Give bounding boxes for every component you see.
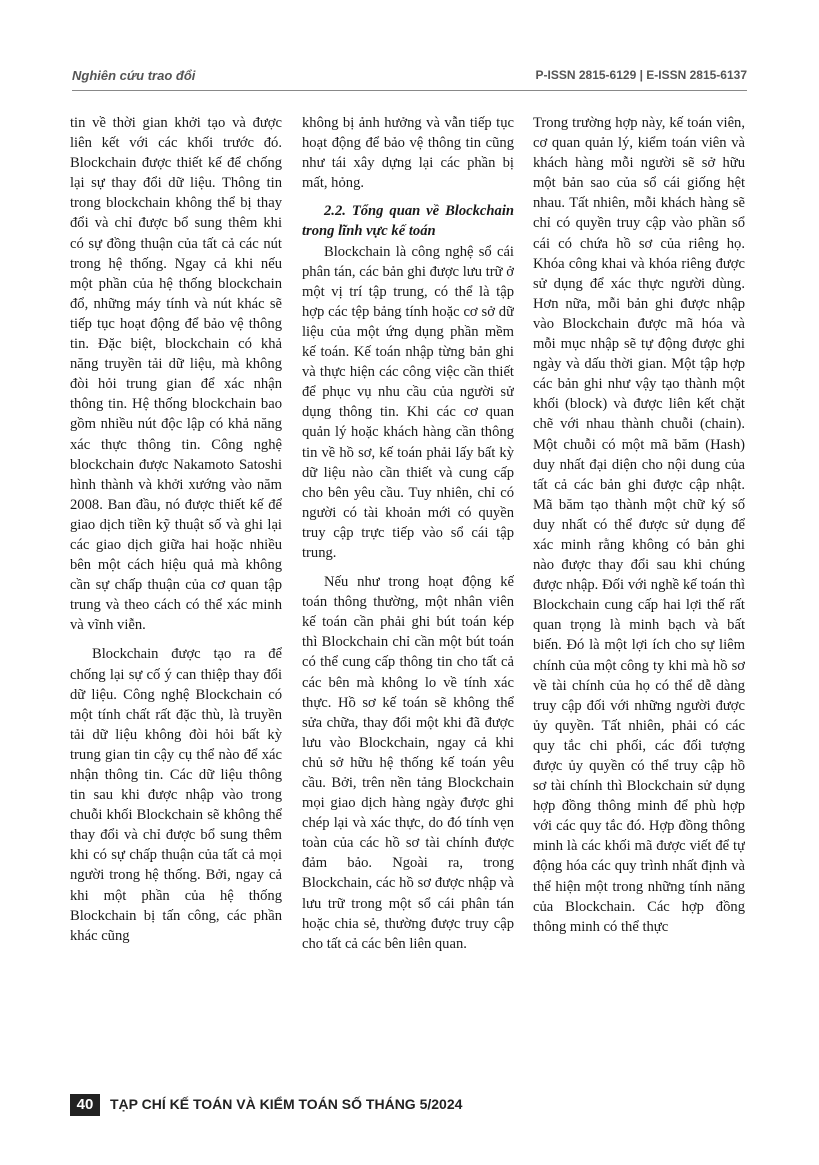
journal-title: TẠP CHÍ KẾ TOÁN VÀ KIỂM TOÁN SỐ THÁNG 5/2024	[110, 1096, 463, 1112]
paragraph: tin về thời gian khởi tạo và được liên kết với các khối trước đó. Blockchain được thiết kế để chống lại sự thay đổi dữ liệu. Thông tin trong blockchain không thể bị thay đổi và chỉ được bổ sung thêm khi có sự đồng thuận của tất cả các nút trong hệ thống. Ngay cả khi nếu một phần của hệ thống blockchain đổ, những máy tính và nút khác sẽ tiếp tục hoạt động để bảo vệ thông tin. Đặc biệt, blockchain có khả năng truyền tải dữ liệu, mà không đòi hỏi trung gian để xác nhận thông tin. Hệ thống blockchain bao gồm nhiều nút độc lập có khả năng xác thực thông tin. Công nghệ blockchain được Nakamoto Satoshi hình thành và khởi xướng vào năm 2008. Ban đầu, nó được thiết kế để giao dịch tiền kỹ thuật số và ghi lại các giao dịch giữa hai hoặc nhiều bên một cách hiệu quả mà không cần sự chấp thuận của cơ quan tập trung và theo cách có thể xác minh và vĩnh viễn.	[70, 115, 282, 634]
text-column-2	[302, 113, 514, 1033]
text-column-1	[70, 113, 282, 1033]
page-number: 40	[70, 1094, 100, 1116]
header-rule	[72, 90, 747, 91]
issn-label: P-ISSN 2815-6129 | E-ISSN 2815-6137	[535, 68, 747, 82]
running-header	[72, 68, 747, 90]
text-column-3	[533, 113, 745, 1033]
paragraph: không bị ảnh hưởng và vẫn tiếp tục hoạt động để bảo vệ thông tin cũng như tái xây dựng lại các phần bị mất, hỏng.	[302, 115, 514, 192]
paragraph: Trong trường hợp này, kế toán viên, cơ quan quản lý, kiểm toán viên và khách hàng mỗi người sẽ sở hữu một bản sao của sổ cái giống hệt nhau. Tất nhiên, mỗi khách hàng sẽ chỉ có quyền truy cập vào phần sổ cái có chứa hồ sơ của riêng họ. Khóa công khai và khóa riêng được sử dụng để xác thực người dùng. Hơn nữa, mỗi bản ghi được nhập vào Blockchain được mã hóa và mỗi mục nhập sẽ tự động được ghi ngày và dấu thời gian. Một tập hợp các bản ghi như vậy tạo thành một khối (block) và được liên kết chặt chẽ với nhau thành chuỗi (chain). Một chuỗi có một mã băm (Hash) duy nhất đại diện cho nội dung của tất cả các bản ghi được cập nhật. Mã băm tạo thành một chữ ký số duy nhất có thể được sử dụng để xác minh rằng không có bản ghi nào được thay đổi sau khi chúng được nhập. Đối với nghề kế toán thì Blockchain cung cấp hai lợi thế rất quan trọng là minh bạch và bất biến. Đó là một lợi ích cho sự liêm chính của một công ty khi mà hồ sơ về tài chính của họ có thể dễ dàng truy cập đối với những người được ủy quyền. Tất nhiên, phải có các quy tắc chi phối, các đối tượng được ủy quyền có thể truy cập hồ sơ tài chính thì Blockchain sử dụng hợp đồng thông minh để phù hợp với các quy tắc đó. Hợp đồng thông minh là các khối mã được viết để tự động hóa các quy trình nhất định và thể hiện một trong những tính năng của Blockchain. Các hợp đồng thông minh có thể thực	[533, 115, 745, 935]
paragraph: Nếu như trong hoạt động kế toán thông thường, một nhân viên kế toán cần phải ghi bút toán kép thì Blockchain chỉ cần một bút toán có thể cung cấp thông tin cho tất cả các bên mà không lo về tính xác thực. Hồ sơ kế toán sẽ không thể sửa chữa, thay đổi một khi đã được lưu vào Blockchain, ngay cả khi chủ sở hữu hệ thống kế toán yêu cầu. Bởi, trên nền tảng Blockchain mọi giao dịch hàng ngày được ghi chép lại và xác thực, do đó tính vẹn toàn của các hồ sơ tài chính được đảm bảo. Ngoài ra, trong Blockchain, các hồ sơ được nhập và lưu trữ trong một sổ cái phân tán hoặc chia sẻ, thường được truy cập cho tất cả các bên liên quan.	[302, 574, 514, 952]
section-heading: 2.2. Tổng quan về Blockchain trong lĩnh vực kế toán	[302, 203, 514, 240]
section-label: Nghiên cứu trao đổi	[72, 68, 196, 83]
paragraph: Blockchain được tạo ra để chống lại sự cố ý can thiệp thay đổi dữ liệu. Công nghệ Blockchain có một tính chất rất đặc thù, là truyền tải dữ liệu không đòi hỏi bất kỳ trung gian tin cậy cụ thể nào để xác nhận thông tin. Các dữ liệu thông tin sau khi được nhập vào trong chuỗi khối Blockchain sẽ không thể thay đổi và chỉ được bổ sung thêm khi có sự chấp thuận của tất cả mọi người trong hệ thống. Bởi, ngay cả khi một phần của hệ thống Blockchain bị tấn công, các phần khác cũng	[70, 646, 282, 944]
paragraph: Blockchain là công nghệ sổ cái phân tán, các bản ghi được lưu trữ ở một vị trí tập trung, có thể là tập hợp các tệp bảng tính hoặc cơ sở dữ liệu của một ứng dụng phần mềm kế toán. Kế toán nhập từng bản ghi và thực hiện các công việc cần thiết để phục vụ nhu cầu của người sử dụng thông tin. Khi các cơ quan quản lý hoặc khách hàng cần thông tin về hồ sơ, kế toán phải lấy bất kỳ dữ liệu nào cần thiết và cung cấp cho bên yêu cầu. Tuy nhiên, chỉ có người có tài khoản mới có quyền truy cập trực tiếp vào sổ cái tập trung.	[302, 243, 514, 561]
